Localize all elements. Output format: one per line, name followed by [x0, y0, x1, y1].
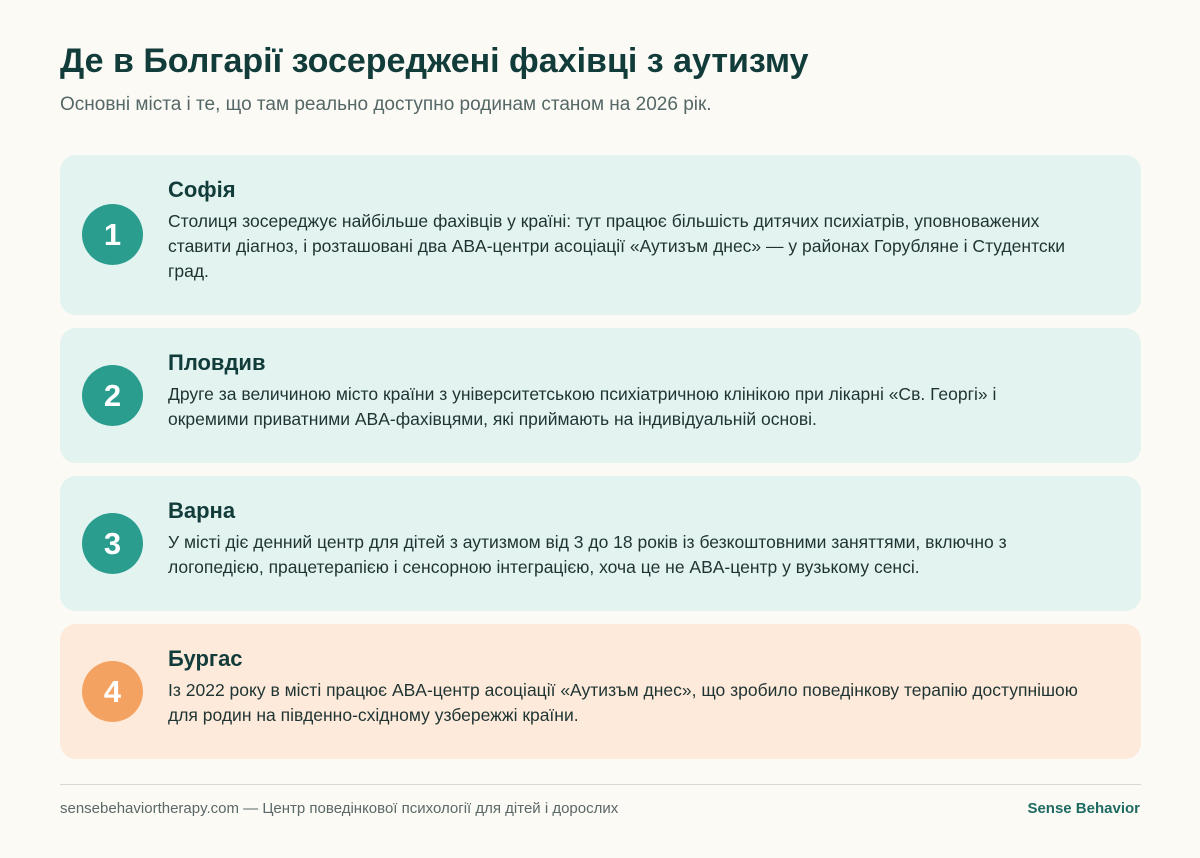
city-card-varna — [60, 476, 1141, 611]
city-card-sofia — [60, 155, 1141, 315]
footer-brand: Sense Behavior — [1027, 800, 1140, 817]
city-description: Друге за величиною місто країни з університетською психіатричною клінікою при лікарні «Св. Георгі» і окремими приватними ABA-фахівцями, які приймають на індивідуальній основі. — [168, 384, 997, 429]
city-number-badge: 1 — [82, 204, 143, 265]
city-name: Бургас — [168, 646, 243, 671]
city-number-badge: 4 — [82, 661, 143, 722]
city-name: Пловдив — [168, 350, 266, 375]
city-number-badge: 3 — [82, 513, 143, 574]
city-list — [60, 155, 1141, 772]
city-card-plovdiv — [60, 328, 1141, 463]
city-description: Столиця зосереджує найбільше фахівців у країні: тут працює більшість дитячих психіатрів, уповноважених ставити діагноз, і розташовані два ABA-центри асоціації «Аутизъм днес» — у районах Горубляне і Студентски град. — [168, 211, 1066, 281]
footer-divider — [60, 784, 1141, 785]
footer-source: sensebehaviortherapy.com — Центр поведінкової психології для дітей і дорослих — [60, 800, 619, 817]
city-description: У місті діє денний центр для дітей з аутизмом від 3 до 18 років із безкоштовними заняттями, включно з логопедією, працетерапією і сенсорною інтеграцією, хоча це не ABA-центр у вузькому сенсі. — [168, 532, 1007, 577]
city-name: Софія — [168, 177, 236, 202]
city-description: Із 2022 року в місті працює ABA-центр асоціації «Аутизъм днес», що зробило поведінкову терапію доступнішою для родин на південно-східному узбережжі країни. — [168, 680, 1078, 725]
city-name: Варна — [168, 498, 236, 523]
page-title: Де в Болгарії зосереджені фахівці з аутизму — [60, 42, 809, 80]
page-subtitle: Основні міста і те, що там реально доступно родинам станом на 2026 рік. — [60, 94, 712, 115]
city-number-badge: 2 — [82, 365, 143, 426]
city-card-burgas — [60, 624, 1141, 759]
